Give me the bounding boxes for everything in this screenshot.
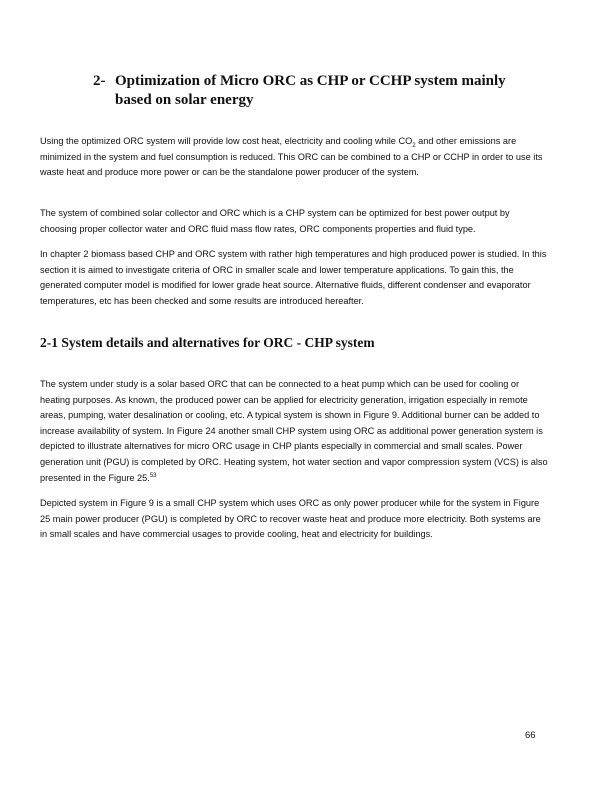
paragraph-system-study-text: The system under study is a solar based ORC that can be connected to a heat pump which can be used for cooling or heating purposes. As known, the produced power can be applied for electricity generation, irrigation especially in remote areas, pumping, water desalination or cooling, etc. A typical system is shown in Figure 9. Additional burner can be added to increase availability of system. In Figure 24 another small CHP system using ORC as additional power generation system is depicted to illustrate alternatives for micro ORC usage in CHP plants especially in commercial and small scales. Power generation unit (PGU) is completed by ORC. Heating system, hot water section and vapor compression system (VCS) is also presented in the Figure 25.	[40, 379, 548, 483]
footnote-reference: 53	[149, 472, 157, 479]
subscript-2: 2	[412, 142, 416, 149]
paragraph-solar-collector: The system of combined solar collector and ORC which is a CHP system can be optimized for best power output by choosing proper collector water and ORC fluid mass flow rates, ORC components properties and fluid type.	[40, 208, 510, 234]
paragraph-figure-comparison: Depicted system in Figure 9 is a small CHP system which uses ORC as only power producer while for the system in Figure 25 main power producer (PGU) is completed by ORC to recover waste heat and produce more electricity. Both systems are in small scales and have commercial usages to provide cooling, heat and electricity for buildings.	[40, 498, 541, 540]
paragraph-intro-text: Using the optimized ORC system will provide low cost heat, electricity and cooling while CO	[40, 136, 413, 146]
page-number: 66	[525, 730, 536, 741]
chapter-title: Optimization of Micro ORC as CHP or CCHP system mainly based on solar energy	[115, 73, 506, 108]
paragraph-system-study	[40, 377, 548, 486]
chapter-number: 2-	[93, 73, 106, 89]
paragraph-chapter-2: In chapter 2 biomass based CHP and ORC system with rather high temperatures and high produced power is studied. In this section it is aimed to investigate criteria of ORC in smaller scale and lower temperature applications. To gain this, the generated computer model is modified for lower grade heat source. Alternative fluids, different condenser and evaporator temperatures, etc has been checked and some results are introduced hereafter.	[40, 249, 547, 306]
paragraph-intro-text-cont: and other emissions are minimized in the system and fuel consumption is reduced. This ORC can be combined to a CHP or CCHP in order to use its waste heat and produce more power or can be the standalone power producer of the system.	[40, 136, 543, 178]
paragraph-intro	[40, 134, 548, 181]
section-heading: 2-1 System details and alternatives for ORC - CHP system	[40, 335, 375, 350]
